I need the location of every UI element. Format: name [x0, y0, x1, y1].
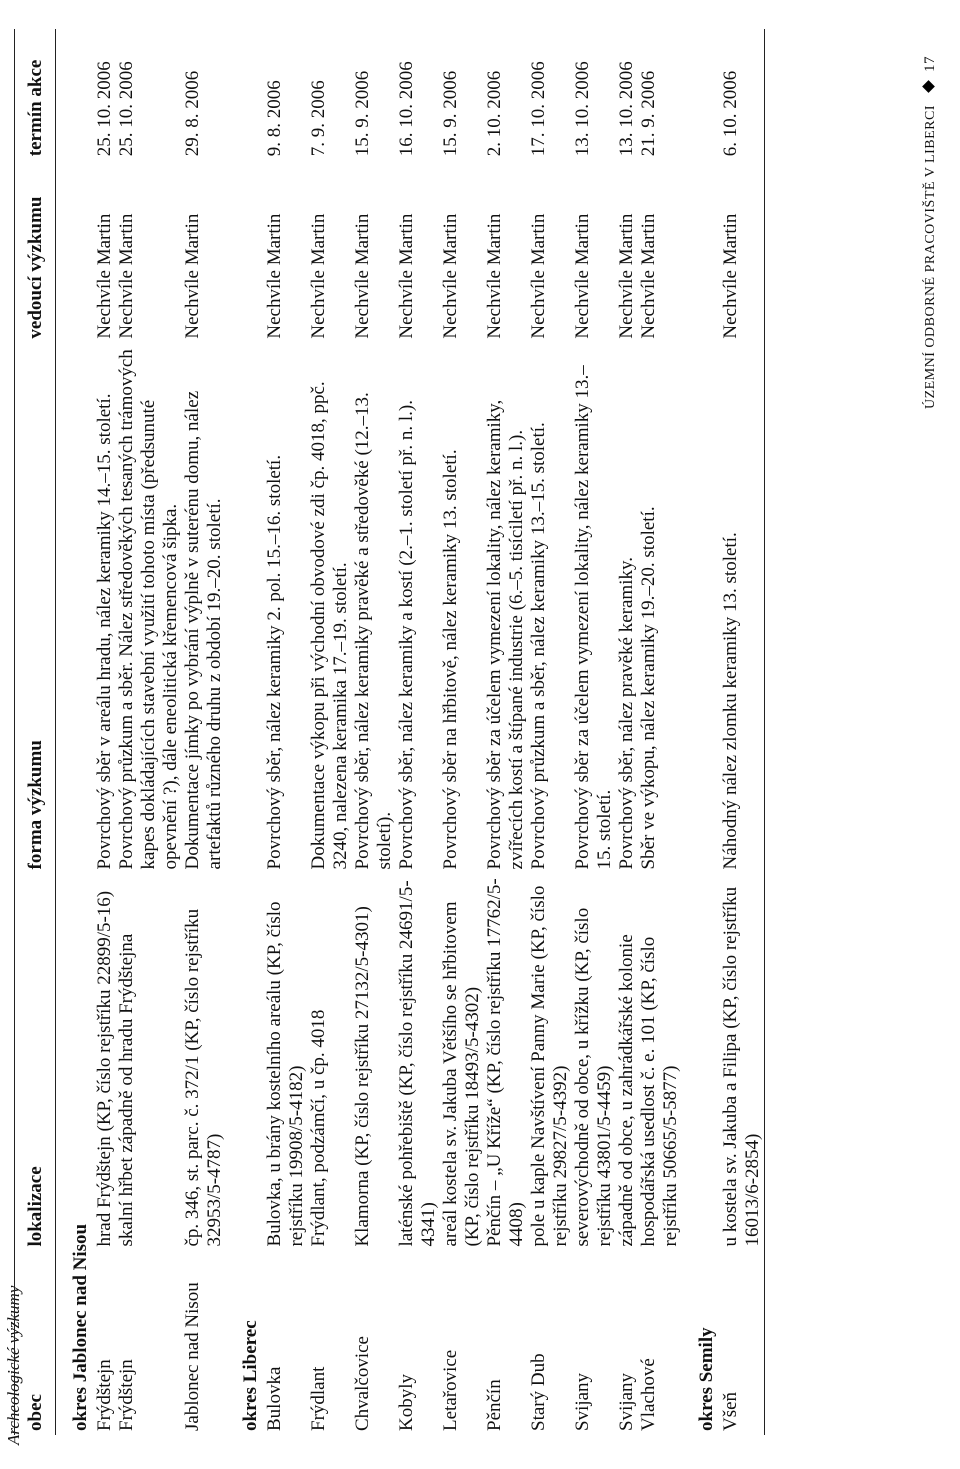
cell-ved: Nechvíle Martin — [116, 213, 137, 339]
cell-term: 29. 8. 2006 — [182, 70, 203, 157]
cell-forma: Povrchový sběr na hřbitově, nález keramiky 13. století. — [440, 449, 461, 870]
cell-obec: Bulovka — [264, 1366, 285, 1431]
table-row — [638, 29, 682, 1435]
cell-obec: Svijany — [616, 1372, 637, 1431]
table-row — [396, 29, 440, 1435]
cell-term: 9. 8. 2006 — [264, 80, 285, 157]
cell-forma: Povrchový průzkum a sběr, nález keramiky 13.–15. století. — [528, 422, 549, 870]
cell-lok: severovýchodně od obce, u křížku (KP, číslo rejstříku 43801/5-4459) — [572, 907, 615, 1247]
cell-term: 25. 10. 2006 — [94, 61, 115, 157]
table-row — [116, 29, 182, 1435]
cell-forma: Náhodný nález zlomku keramiky 13. století. — [720, 532, 741, 870]
cell-lok: Pěnčín – „U Kříže“ (KP, číslo rejstříku 17762/5-4408) — [484, 878, 527, 1247]
table-row — [264, 29, 308, 1435]
cell-obec: Pěnčín — [484, 1379, 505, 1431]
cell-term: 13. 10. 2006 — [616, 61, 637, 157]
cell-ved: Nechvíle Martin — [616, 213, 637, 339]
cell-ved: Nechvíle Martin — [352, 213, 373, 339]
cell-ved: Nechvíle Martin — [440, 213, 461, 339]
header-vedouci: vedoucí výzkumu — [15, 160, 56, 342]
cell-obec: Frýdštejn — [94, 1359, 115, 1431]
table-row — [572, 29, 616, 1435]
header-termin: termín akce — [15, 29, 56, 160]
running-head: Archeologické výzkumy — [4, 1285, 23, 1445]
cell-forma: Povrchový sběr za účelem vymezení lokality, nález keramiky, zvířecích kostí a štípané industrie (6.–5. tisíciletí př. n. l.). — [484, 399, 527, 870]
district-heading-row — [226, 29, 264, 1435]
district-heading-row — [682, 29, 720, 1435]
table-row — [308, 29, 352, 1435]
table-row — [528, 29, 572, 1435]
cell-forma: Povrchový průzkum a sběr. Nález středověkých tesaných trámových kapes dokládajících stavební využití tohoto místa (předsunuté opevnění ?), dále eneolitická křemencová šipka. — [116, 349, 181, 870]
research-table — [14, 29, 766, 1435]
cell-obec: Kobyly — [396, 1374, 417, 1431]
cell-lok: skalní hřbet západně od hradu Frýdštejna — [116, 933, 137, 1247]
cell-term: 25. 10. 2006 — [116, 61, 137, 157]
cell-obec: Frýdlant — [308, 1366, 329, 1431]
cell-obec: Chvalčovice — [352, 1336, 373, 1431]
cell-obec: Frýdštejn — [116, 1359, 137, 1431]
footer-text: ÚZEMNÍ ODBORNÉ PRACOVIŠTĚ V LIBERCI — [923, 105, 938, 409]
cell-ved: Nechvíle Martin — [396, 213, 417, 339]
table-header-row — [15, 29, 56, 1435]
cell-lok: laténské pohřebiště (KP, číslo rejstříku 24691/5-4341) — [396, 880, 439, 1247]
cell-lok: hospodářská usedlost č. e. 101 (KP, číslo rejstříku 50665/5-5877) — [638, 936, 681, 1247]
cell-lok: Frýdlant, podzámčí, u čp. 4018 — [308, 1009, 329, 1247]
cell-forma: Dokumentace výkopu při východní obvodové zdi čp. 4018, ppč. 3240, nalezena keramika 17.–19. století. — [308, 381, 351, 870]
cell-obec: Všeň — [720, 1391, 741, 1431]
cell-lok: Bulovka, u brány kostelního areálu (KP, číslo rejstříku 19908/5-4182) — [264, 901, 307, 1247]
table-row — [94, 29, 116, 1435]
cell-forma: Povrchový sběr za účelem vymezení lokality, nález keramiky 13.–15. století. — [572, 365, 615, 870]
table-row — [720, 29, 765, 1435]
cell-ved: Nechvíle Martin — [484, 213, 505, 339]
district-heading: okres Liberec — [240, 1320, 261, 1431]
table-row — [352, 29, 396, 1435]
cell-term: 2. 10. 2006 — [484, 70, 505, 157]
cell-term: 15. 9. 2006 — [352, 70, 373, 157]
cell-forma: Povrchový sběr, nález keramiky a kostí (2.–1. století př. n. l.). — [396, 400, 417, 870]
cell-lok: pole u kaple Navštívení Panny Marie (KP, číslo rejstříku 29827/5-4392) — [528, 885, 571, 1247]
header-obec: obec — [15, 1251, 56, 1435]
table-row — [182, 29, 226, 1435]
cell-term: 21. 9. 2006 — [638, 70, 659, 157]
cell-lok: hrad Frýdštejn (KP, číslo rejstříku 22899/5-16) — [94, 890, 115, 1247]
cell-term: 16. 10. 2006 — [396, 61, 417, 157]
cell-ved: Nechvíle Martin — [94, 213, 115, 339]
cell-ved: Nechvíle Martin — [182, 213, 203, 339]
cell-lok: čp. 346, st. parc. č. 372/1 (KP, číslo rejstříku 32953/5-4787) — [182, 908, 225, 1247]
cell-term: 6. 10. 2006 — [720, 70, 741, 157]
cell-lok: západně od obce, u zahrádkářské kolonie — [616, 934, 637, 1247]
header-lokalizace: lokalizace — [15, 873, 56, 1250]
cell-obec: Svijany — [572, 1372, 593, 1431]
cell-forma: Povrchový sběr, nález pravěké keramiky. — [616, 556, 637, 870]
cell-obec: Jablonec nad Nisou — [182, 1282, 203, 1431]
cell-ved: Nechvíle Martin — [528, 213, 549, 339]
district-heading: okres Semily — [696, 1327, 717, 1431]
district-heading-row — [56, 29, 95, 1435]
cell-ved: Nechvíle Martin — [264, 213, 285, 339]
cell-term: 7. 9. 2006 — [308, 80, 329, 157]
cell-ved: Nechvíle Martin — [638, 213, 659, 339]
cell-term: 15. 9. 2006 — [440, 70, 461, 157]
district-heading: okres Jablonec nad Nisou — [70, 1223, 91, 1431]
cell-lok: areál kostela sv. Jakuba Většího se hřbitovem (KP, číslo rejstříku 18493/5-4302) — [440, 901, 483, 1247]
cell-term: 17. 10. 2006 — [528, 61, 549, 157]
cell-lok: Klamorna (KP, číslo rejstříku 27132/5-4301) — [352, 906, 373, 1247]
cell-obec: Letařovice — [440, 1349, 461, 1431]
table-row — [616, 29, 638, 1435]
diamond-icon — [922, 80, 935, 93]
cell-ved: Nechvíle Martin — [720, 213, 741, 339]
cell-lok: u kostela sv. Jakuba a Filipa (KP, číslo rejstříku 16013/6-2854) — [720, 886, 763, 1247]
page-footer — [922, 56, 939, 409]
cell-forma: Dokumentace jímky po vybrání výplně v suterénu domu, nález artefaktů různého druhu z období 19.–20. století. — [182, 390, 225, 870]
cell-obec: Starý Dub — [528, 1353, 549, 1431]
page-number: 17 — [922, 56, 938, 72]
cell-forma: Povrchový sběr, nález keramiky 2. pol. 15.–16. století. — [264, 454, 285, 870]
header-forma: forma výzkumu — [15, 343, 56, 874]
cell-forma: Sběr ve výkopu, nález keramiky 19.–20. století. — [638, 506, 659, 870]
cell-term: 13. 10. 2006 — [572, 61, 593, 157]
cell-obec: Vlachové — [638, 1358, 659, 1431]
cell-ved: Nechvíle Martin — [308, 213, 329, 339]
table-row — [484, 29, 528, 1435]
cell-forma: Povrchový sběr v areálu hradu, nález keramiky 14.–15. století. — [94, 393, 115, 870]
table-row — [440, 29, 484, 1435]
cell-forma: Povrchový sběr, nález keramiky pravěké a středověké (12.–13. století). — [352, 392, 395, 870]
cell-ved: Nechvíle Martin — [572, 213, 593, 339]
